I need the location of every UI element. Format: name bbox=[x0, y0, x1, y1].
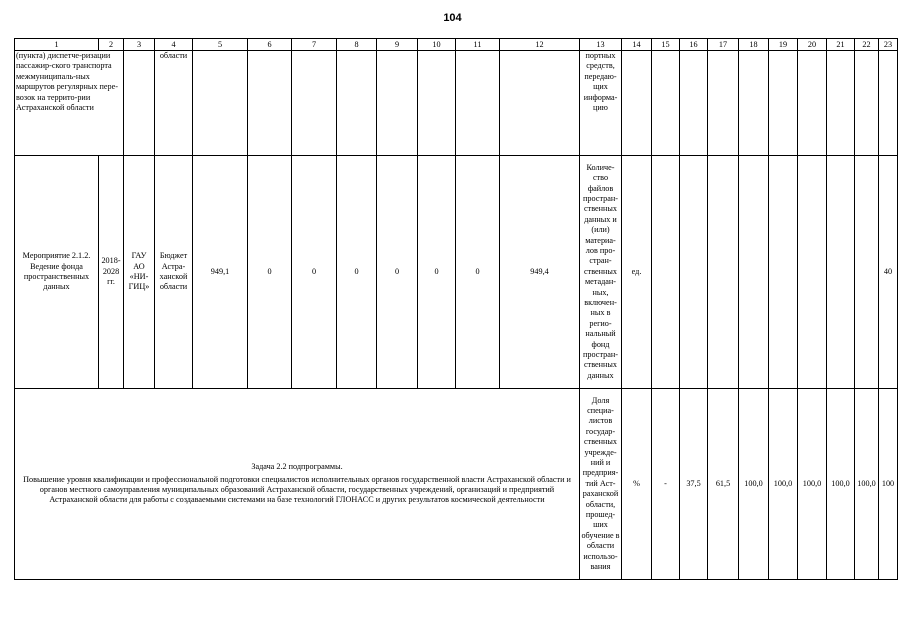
header-cell: 19 bbox=[769, 39, 798, 51]
value-cell: 0 bbox=[456, 156, 500, 389]
program-table bbox=[14, 38, 898, 580]
header-cell: 9 bbox=[377, 39, 418, 51]
indicator-cell: Количе-ство файлов простран-ственных данных и (или) материа-лов про-стран-ственных метадан-ных, включен-ных в регио-нальный фонд простран-ственных данных bbox=[580, 156, 622, 389]
value-cell: 100,0 bbox=[769, 389, 798, 580]
header-cell: 16 bbox=[680, 39, 708, 51]
period-cell: 2018-2028 гг. bbox=[99, 156, 124, 389]
empty-cell bbox=[798, 51, 827, 156]
value-cell: 949,1 bbox=[193, 156, 248, 389]
value-cell: 0 bbox=[377, 156, 418, 389]
value-cell: 100,0 bbox=[798, 389, 827, 580]
empty-cell bbox=[855, 51, 879, 156]
empty-cell bbox=[622, 51, 652, 156]
empty-cell bbox=[124, 51, 155, 156]
empty-cell bbox=[248, 51, 292, 156]
value-cell: 100,0 bbox=[855, 389, 879, 580]
unit-cell: % bbox=[622, 389, 652, 580]
empty-cell bbox=[827, 156, 855, 389]
table-row-dispatch-continuation bbox=[15, 51, 898, 156]
header-cell: 23 bbox=[879, 39, 898, 51]
empty-cell bbox=[652, 156, 680, 389]
task-text: Повышение уровня квалификации и профессиональной подготовки специалистов исполнительных органов государственной власти Астраханской области и органов местного самоуправления муниципальных образований Астраханской области, государственных учреждений, организаций и предприятий Астраханской области для работы с создаваемыми системами на базе технологий ГЛОНАСС и других результатов космической деятельности bbox=[23, 474, 571, 505]
empty-cell bbox=[377, 51, 418, 156]
empty-cell bbox=[798, 156, 827, 389]
header-cell: 4 bbox=[155, 39, 193, 51]
total-cell: 949,4 bbox=[500, 156, 580, 389]
executor-cell: ГАУ АО «НИ-ГИЦ» bbox=[124, 156, 155, 389]
header-cell: 22 bbox=[855, 39, 879, 51]
header-cell: 7 bbox=[292, 39, 337, 51]
empty-cell bbox=[680, 51, 708, 156]
empty-cell bbox=[855, 156, 879, 389]
header-cell: 1 bbox=[15, 39, 99, 51]
empty-cell bbox=[827, 51, 855, 156]
unit-cell: ед. bbox=[622, 156, 652, 389]
header-cell: 10 bbox=[418, 39, 456, 51]
funding-source-cell: области bbox=[155, 51, 193, 156]
header-cell: 13 bbox=[580, 39, 622, 51]
empty-cell bbox=[739, 51, 769, 156]
page-number: 104 bbox=[443, 12, 462, 24]
empty-cell bbox=[708, 156, 739, 389]
value-cell: - bbox=[652, 389, 680, 580]
empty-cell bbox=[739, 156, 769, 389]
indicator-cell: портных средств, передаю-щих информа-цию bbox=[580, 51, 622, 156]
header-row bbox=[15, 39, 898, 51]
table-row-task-2-2 bbox=[15, 389, 898, 580]
value-cell: 100,0 bbox=[739, 389, 769, 580]
header-cell: 6 bbox=[248, 39, 292, 51]
value-cell: 37,5 bbox=[680, 389, 708, 580]
header-cell: 18 bbox=[739, 39, 769, 51]
empty-cell bbox=[769, 51, 798, 156]
empty-cell bbox=[337, 51, 377, 156]
empty-cell bbox=[193, 51, 248, 156]
value-cell: 0 bbox=[337, 156, 377, 389]
header-cell: 8 bbox=[337, 39, 377, 51]
empty-cell bbox=[652, 51, 680, 156]
header-cell: 17 bbox=[708, 39, 739, 51]
header-cell: 11 bbox=[456, 39, 500, 51]
table-row-activity-2-1-2 bbox=[15, 156, 898, 389]
task-title: Задача 2.2 подпрограммы. bbox=[251, 462, 343, 472]
value-cell: 0 bbox=[418, 156, 456, 389]
task-description-cell bbox=[15, 389, 580, 580]
value-cell: 0 bbox=[248, 156, 292, 389]
empty-cell bbox=[708, 51, 739, 156]
header-cell: 3 bbox=[124, 39, 155, 51]
value-cell: 100,0 bbox=[827, 389, 855, 580]
empty-cell bbox=[292, 51, 337, 156]
empty-cell bbox=[769, 156, 798, 389]
funding-source-cell: Бюджет Астра-ханской области bbox=[155, 156, 193, 389]
header-cell: 15 bbox=[652, 39, 680, 51]
value-cell: 0 bbox=[292, 156, 337, 389]
empty-cell bbox=[418, 51, 456, 156]
empty-cell bbox=[879, 51, 898, 156]
header-cell: 12 bbox=[500, 39, 580, 51]
header-cell: 21 bbox=[827, 39, 855, 51]
indicator-cell: Доля специа-листов государ-ственных учрежде-ний и предприя-тий Аст-раханской области, прошед-ших обучение в области использо-вания bbox=[580, 389, 622, 580]
activity-name-cell: (пункта) диспетче-ризации пассажир-ского транспорта межмуниципаль-ных маршрутов регулярных пере-возок на террито-рии Астраханской области bbox=[15, 51, 124, 156]
activity-name-cell: Мероприятие 2.1.2. Ведение фонда пространственных данных bbox=[15, 156, 99, 389]
empty-cell bbox=[500, 51, 580, 156]
header-cell: 5 bbox=[193, 39, 248, 51]
empty-cell bbox=[456, 51, 500, 156]
header-cell: 14 bbox=[622, 39, 652, 51]
value-cell: 40 bbox=[879, 156, 898, 389]
header-cell: 2 bbox=[99, 39, 124, 51]
header-cell: 20 bbox=[798, 39, 827, 51]
value-cell: 100 bbox=[879, 389, 898, 580]
empty-cell bbox=[680, 156, 708, 389]
value-cell: 61,5 bbox=[708, 389, 739, 580]
